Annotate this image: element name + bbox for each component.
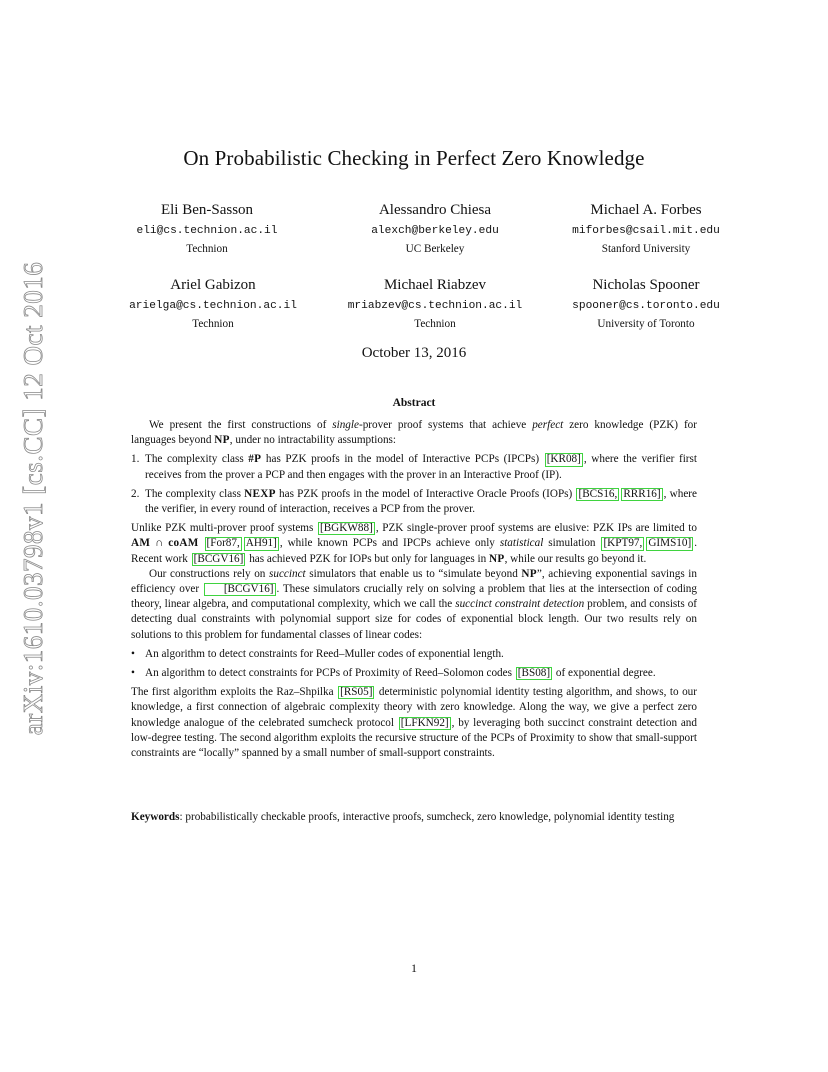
citation-link[interactable]: [LFKN92] [400, 716, 449, 729]
complexity-class: NP [521, 567, 537, 580]
abstract-body [131, 418, 697, 761]
complexity-class: AM [131, 537, 151, 550]
author-name: Michael Riabzev [383, 277, 487, 293]
citation-link[interactable]: [BCGV16] [193, 552, 244, 565]
citation-link[interactable]: [For87, [206, 537, 240, 550]
author-block [320, 276, 550, 332]
abstract-paragraph [131, 685, 697, 761]
text-run: simulators that enable us to “simulate beyond [305, 567, 522, 580]
text-run: Our constructions rely on [149, 567, 269, 580]
citation-link[interactable]: [BS08] [517, 667, 551, 680]
text-run: . These simulators crucially rely on solving a problem that lies at the intersection of coding theory, linear algebra, and computational complexity, which we call the [131, 583, 697, 611]
author-email[interactable]: alexch@berkeley.edu [371, 225, 499, 237]
text-run: We present the first constructions of [149, 419, 333, 431]
bullet-marker: • [131, 647, 135, 660]
arxiv-stamp-text: arXiv:1610.03798v1 [cs.CC] 12 Oct 2016 [18, 261, 49, 735]
text-run: . Recent work [131, 537, 697, 565]
author-email[interactable]: miforbes@csail.mit.edu [572, 225, 720, 237]
author-email[interactable]: arielga@cs.technion.ac.il [129, 300, 297, 312]
complexity-class: #P [248, 453, 262, 466]
citation-link[interactable]: [BGKW88] [319, 522, 373, 535]
emphasis: single [332, 419, 359, 431]
emphasis: succinct [269, 567, 306, 580]
emphasis: statistical [499, 537, 544, 550]
emphasis: perfect [532, 419, 564, 431]
citation-link[interactable]: [KPT97, [603, 537, 643, 550]
text-run: The complexity class [145, 487, 245, 500]
author-name: Eli Ben-Sasson [160, 202, 254, 218]
author-institution: Technion [186, 243, 228, 255]
text-run: , where the verifier, in every round of interaction, receives a PCP from the prover. [145, 487, 697, 516]
author-name: Alessandro Chiesa [378, 202, 492, 218]
author-block [92, 201, 322, 257]
author-block [320, 201, 550, 257]
citation-link[interactable]: RRR16] [623, 487, 661, 500]
text-run: , PZK single-prover proof systems are elusive: PZK IPs are limited to [375, 522, 698, 535]
text-run: , where the verifier first receives from the prover a PCP and then engages with the prover in an Interactive Proof (IP). [145, 453, 697, 481]
page-number: 1 [411, 961, 417, 975]
text-run: ”, achieving exponential savings in efficiency over [131, 567, 697, 596]
author-block [531, 276, 761, 332]
author-email[interactable]: spooner@cs.toronto.edu [572, 300, 720, 312]
bullet-marker: • [131, 667, 135, 680]
list-marker: 2. [131, 487, 140, 500]
arxiv-stamp [12, 260, 56, 736]
text-run: The complexity class [145, 453, 249, 466]
text-run: , while our results go beyond it. [504, 552, 647, 565]
list-item [131, 666, 697, 681]
list-item [131, 487, 697, 517]
abstract-paragraph [131, 567, 697, 643]
text-run [199, 537, 204, 549]
text-run: zero knowledge (PZK) for languages beyond [131, 419, 697, 447]
list-item [131, 647, 697, 662]
list-item-text: An algorithm to detect constraints for Reed–Muller codes of exponential length. [145, 647, 504, 660]
numbered-list [131, 452, 697, 517]
author-name: Nicholas Spooner [592, 277, 700, 293]
text-run: The first algorithm exploits the Raz–Shpilka [131, 686, 338, 699]
list-item [131, 452, 697, 482]
text-run: has PZK proofs in the model of Interactive Oracle Proofs (IOPs) [275, 487, 576, 500]
citation-link[interactable]: [KR08] [546, 453, 581, 466]
citation-link[interactable]: [BCGV16] [204, 583, 276, 596]
paper-date: October 13, 2016 [361, 345, 467, 361]
citation-link[interactable]: [RS05] [340, 686, 373, 699]
author-email[interactable]: eli@cs.technion.ac.il [136, 225, 278, 237]
author-institution: UC Berkeley [405, 243, 465, 255]
text-run: of exponential degree. [553, 667, 656, 680]
author-institution: Stanford University [601, 243, 691, 255]
bullet-list [131, 647, 697, 681]
text-run: simulation [543, 537, 601, 550]
text-run: -prover proof systems that achieve [358, 419, 533, 431]
complexity-class: coAM [168, 537, 199, 550]
paper-title: On Probabilistic Checking in Perfect Zero Knowledge [183, 146, 645, 170]
abstract-paragraph [131, 418, 697, 448]
complexity-class: NP [214, 434, 230, 447]
author-block [531, 201, 761, 257]
text-run: deterministic polynomial identity testing algorithm, and shows, to our knowledge, a first connection of algebraic complexity theory with zero knowledge. Along the way, we give a perfect zero knowledge analogue of the celebrated sumcheck protocol [131, 686, 697, 729]
author-institution: Technion [192, 318, 234, 330]
emphasis: succinct constraint detection [455, 598, 585, 611]
abstract-heading: Abstract [392, 397, 436, 409]
keywords-text: : probabilistically checkable proofs, interactive proofs, sumcheck, zero knowledge, polynomial identity testing [179, 811, 675, 823]
text-run: problem, and consists of detecting dual constraints with polynomial support size for codes of exponential block length. Our two results rely on solutions to this problem for fundamental classes of linear codes: [131, 598, 698, 641]
keywords-line [131, 810, 731, 825]
author-name: Michael A. Forbes [590, 202, 702, 218]
intersection-symbol: ∩ [150, 537, 169, 550]
author-name: Ariel Gabizon [170, 277, 256, 293]
citation-link[interactable]: GIMS10] [648, 537, 692, 550]
list-marker: 1. [131, 453, 140, 466]
author-institution: Technion [414, 318, 456, 330]
author-block [98, 276, 328, 332]
citation-link[interactable]: AH91] [245, 537, 277, 550]
keywords-label: Keywords [131, 811, 180, 823]
text-run: Unlike PZK multi-prover proof systems [131, 522, 317, 535]
citation-link[interactable]: [BCS16, [578, 487, 618, 500]
text-run: , by leveraging both succinct constraint detection and low-degree testing. The second algorithm exploits the recursive structure of the PCPs of Proximity to show that small-support constraints are “locally” spanned by a small number of small-support constraints. [131, 716, 697, 760]
text-run: An algorithm to detect constraints for PCPs of Proximity of Reed–Solomon codes [145, 667, 515, 680]
complexity-class: NEXP [244, 487, 276, 500]
text-run: , under no intractability assumptions: [229, 434, 397, 447]
abstract-paragraph [131, 521, 697, 567]
author-email[interactable]: mriabzev@cs.technion.ac.il [347, 300, 523, 312]
text-run: has achieved PZK for IOPs but only for languages in [246, 552, 490, 565]
author-institution: University of Toronto [597, 318, 695, 330]
complexity-class: NP [489, 552, 505, 565]
text-run: has PZK proofs in the model of Interactive PCPs (IPCPs) [261, 453, 544, 466]
text-run: , while known PCPs and IPCPs achieve only [279, 537, 500, 550]
